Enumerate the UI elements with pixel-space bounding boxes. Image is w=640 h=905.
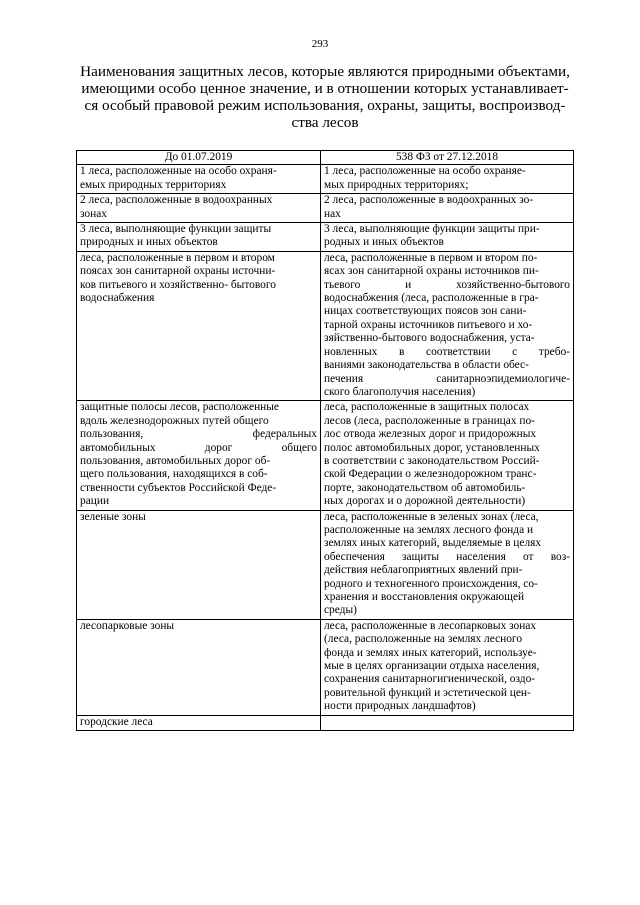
cell-text-line: зяйственно-бытового водоснабжения, уста- — [324, 332, 535, 345]
cell-before-2019 — [77, 194, 321, 223]
cell-text-line: родных и иных объектов — [324, 236, 444, 249]
cell-text-line: рации — [80, 495, 110, 508]
cell-text-line: щего пользования, находящихся в соб- — [80, 468, 268, 481]
cell-before-2019 — [77, 165, 321, 194]
cell-text-line: среды) — [324, 604, 357, 617]
cell-text-line: леса, расположенные в первом и втором по- — [324, 251, 538, 264]
cell-text-line: ровительной функций и эстетической цен- — [324, 686, 531, 699]
cell-text-line: 3 леса, выполняющие функции защиты при- — [324, 223, 540, 236]
cell-text-line: водоснабжения — [80, 292, 155, 305]
table-row — [77, 194, 574, 223]
column-header-538-fz: 538 ФЗ от 27.12.2018 — [321, 151, 574, 165]
title-line: Наименования защитных лесов, которые являются природными объектами, — [80, 63, 570, 80]
cell-text-line: лос отвода железных дорог и придорожных — [324, 428, 537, 441]
cell-text-line: зонах — [80, 207, 107, 220]
cell-text-line: ясах зон санитарной охраны источников пи- — [324, 265, 539, 278]
cell-text-line: 2 леса, расположенные в водоохранных — [80, 194, 273, 207]
cell-text-line: ваниями законодательства в области обес- — [324, 359, 529, 372]
cell-text-line: леса, расположенные в первом и втором — [80, 251, 275, 264]
cell-text-line: ственности субъектов Российской Феде- — [80, 481, 277, 494]
cell-text-line: печения санитарноэпидемиологиче- — [324, 372, 570, 385]
cell-text-line: ков питьевого и хозяйственно- бытового — [80, 278, 276, 291]
cell-text-line: емых природных территориях — [80, 178, 227, 191]
cell-text-line: землях иных категорий, выделяемые в целях — [324, 537, 542, 550]
cell-text-line: нах — [324, 207, 341, 220]
cell-538-fz — [321, 401, 574, 510]
cell-text-line: мые в целях организации отдыха населения, — [324, 660, 540, 673]
table-row — [77, 510, 574, 619]
title-line: ства лесов — [291, 114, 359, 131]
cell-538-fz — [321, 715, 574, 730]
cell-text-line: действия неблагоприятных явлений при- — [324, 564, 523, 577]
cell-text-line: ского благополучия населения) — [324, 385, 476, 398]
cell-text-line: обеспечения защиты населения от воз- — [324, 550, 570, 563]
cell-text-line: сохранения санитарногигиенической, оздо- — [324, 673, 536, 686]
cell-text-line: фонда и землях иных категорий, используе- — [324, 646, 537, 659]
cell-538-fz — [321, 165, 574, 194]
page-title — [70, 63, 580, 131]
page-number: 293 — [311, 38, 329, 50]
cell-before-2019 — [77, 715, 321, 730]
cell-text-line: пользования, автомобильных дорог об- — [80, 454, 271, 467]
table-row — [77, 715, 574, 730]
cell-text-line: городские леса — [80, 715, 153, 728]
cell-text-line: мых природных территориях; — [324, 178, 469, 191]
cell-538-fz — [321, 251, 574, 400]
cell-text-line: природных и иных объектов — [80, 236, 218, 249]
cell-538-fz — [321, 194, 574, 223]
cell-text-line: хранения и восстановления окружающей — [324, 591, 525, 603]
title-line: ся особый правовой режим использования, охраны, защиты, воспроизвод- — [84, 97, 566, 114]
cell-text-line: леса, расположенные в защитных полосах — [324, 401, 530, 414]
cell-text-line: ных дорогах и о дорожной деятельности) — [324, 495, 526, 508]
cell-text-line: в соответствии с законодательством Россий- — [324, 454, 540, 467]
cell-text-line: 1 леса, расположенные на особо охраня- — [80, 165, 277, 178]
cell-before-2019 — [77, 223, 321, 252]
cell-text-line: родного и техногенного происхождения, со- — [324, 577, 538, 590]
cell-text-line: зеленые зоны — [80, 510, 146, 523]
cell-text-line: расположенные на землях лесного фонда и — [324, 523, 534, 536]
cell-text-line: лесопарковые зоны — [80, 619, 175, 632]
cell-text-line: водоснабжения (леса, расположенные в гра- — [324, 292, 539, 305]
cell-text-line: леса, расположенные в лесопарковых зонах — [324, 619, 537, 632]
table-row — [77, 165, 574, 194]
table-row — [77, 401, 574, 510]
column-header-before-2019: До 01.07.2019 — [77, 151, 321, 165]
cell-text-line: тарной охраны источников питьевого и хо- — [324, 318, 533, 331]
cell-text-line: вдоль железнодорожных путей общего — [80, 414, 269, 427]
cell-before-2019 — [77, 619, 321, 715]
cell-text-line: пользования, федеральных — [80, 428, 317, 441]
forest-comparison-table — [76, 150, 574, 731]
cell-text-line: 1 леса, расположенные на особо охраняе- — [324, 165, 526, 178]
table-header-row — [77, 151, 574, 165]
table-row — [77, 619, 574, 715]
cell-text-line: тьевого и хозяйственно-бытового — [324, 278, 570, 291]
cell-text-line: полос автомобильных дорог, установленных — [324, 441, 540, 454]
cell-text-line: лесов (леса, расположенные в границах по- — [324, 414, 535, 427]
cell-text-line: ности природных ландшафтов) — [324, 700, 476, 713]
cell-text-line: порте, законодательством об автомобиль- — [324, 481, 526, 494]
cell-text-line: ской Федерации о железнодорожном транс- — [324, 468, 537, 481]
cell-text-line: ницах соответствующих поясов зон сани- — [324, 305, 527, 318]
cell-text-line: защитные полосы лесов, расположенные — [80, 401, 279, 414]
cell-538-fz — [321, 223, 574, 252]
cell-text-line: новленных в соответствии с требо- — [324, 345, 570, 358]
cell-text-line: (леса, расположенные на землях лесного — [324, 633, 523, 646]
cell-before-2019 — [77, 251, 321, 400]
cell-text-line: леса, расположенные в зеленых зонах (леса, — [324, 510, 539, 523]
cell-538-fz — [321, 619, 574, 715]
cell-text-line: 3 леса, выполняющие функции защиты — [80, 223, 272, 236]
table-row — [77, 223, 574, 252]
cell-before-2019 — [77, 510, 321, 619]
cell-text-line: автомобильных дорог общего — [80, 441, 317, 454]
table-row — [77, 251, 574, 400]
cell-538-fz — [321, 510, 574, 619]
cell-text-line — [324, 716, 570, 729]
cell-before-2019 — [77, 401, 321, 510]
cell-text-line: 2 леса, расположенные в водоохранных зо- — [324, 194, 534, 207]
title-line: имеющими особо ценное значение, и в отношении которых устанавливает- — [81, 80, 569, 97]
cell-text-line: поясах зон санитарной охраны источни- — [80, 265, 276, 278]
